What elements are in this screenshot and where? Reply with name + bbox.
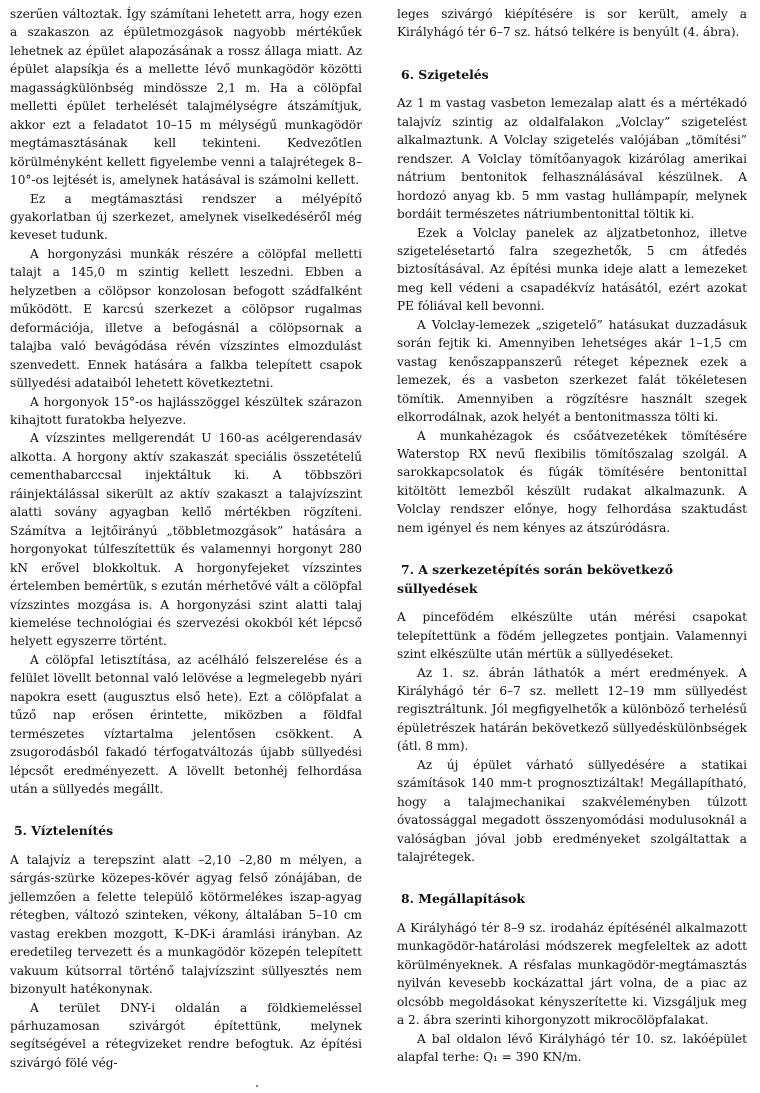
section-heading-5: 5. Víztelenítés [14,823,114,839]
paragraph: Az új épület várható süllyedésére a statikai számítások 140 mm-t prognosztizáltak! Megállapítható, hogy a talajmechanikai szakvéleményben túlzott óvatossággal megadott összenyomódási modulusoknál a valóságban jóval jobb eredményeket szolgáltattak a talajrétegek. [397,757,747,865]
paragraph: Az 1. sz. ábrán láthatók a mért eredmények. A Királyhágó tér 6–7 sz. mellett 12–19 mm süllyedést regisztráltunk. Jól megfigyelhetők a különböző terhelésű épületrészek határán bekövetkező süllyedéskülönbségek (átl. 8 mm). [397,665,747,754]
paragraph: A horgonyok 15°-os hajlásszöggel készültek szárazon kihajtott furatokba helyezve. [10,394,362,427]
paragraph: A vízszintes mellgerendát U 160-as acélgerendasáv alkotta. A horgony aktív szakaszát speciális összetételű cementhabarccsal injektáltuk ki. A többszöri ráinjektálással sikerült az aktív szakaszt a talajvízszint alatti sovány agyagban kellő mértékben rögzíteni. Számítva a lejtőirányú „többletmozgások” hatására a horgonyokat túlfeszítettük és valamennyi horgonyt 280 kN erővel blokkoltuk. A horgonyfejeket vízszintes értelemben bemértük, s ezután mérhetővé vált a cölöpfal vízszintes mozgása is. A horgonyzási szint alatti talaj kiemelése technológiai és szervezési okokból két lépcső helyett egyszerre történt. [10,431,362,649]
paragraph: A bal oldalon lévő Királyhágó tér 10. sz. lakóépület alapfal terhe: Q₁ = 390 KN/m. [397,1031,747,1065]
right-column [397,5,747,1067]
section-heading-8: 8. Megállapítások [401,891,525,907]
paragraph: leges szivárgó kiépítésére is sor került, amely a Királyhágó tér 6–7 sz. hátsó telkére is benyúlt (4. ábra). [397,7,747,40]
left-column [10,5,362,1072]
paragraph: Ez a megtámasztási rendszer a mélyépítő gyakorlatban új szerkezet, amelynek viselkedéséről még keveset tudunk. [10,191,362,243]
paragraph: A cölöpfal letisztítása, az acélháló felszerelése és a felület lövellt betonnal való lelövése a legmelegebb nyári napokra esett (augusztus első hete). Ezt a cölöpfalat a tűző nap erősen érintette, miközben a földfal természetes víztartalma jelentősen csökkent. A zsugorodásból fakadó térfogatváltozás újabb süllyedési lépcsőt eredményezett. A lövellt betonhéj felhordása után a süllyedés megállt. [10,652,362,797]
section-heading-6: 6. Szigetelés [401,66,489,82]
paragraph: A terület DNY-i oldalán a földkiemeléssel párhuzamosan szivárgót építettünk, melynek segítségével a rétegvizeket rendre befogtuk. Az építési szivárgó fölé vég- [10,1000,362,1070]
paragraph: Ezek a Volclay panelek az aljzatbetonhoz, illetve szigetelésetartó falra szegezhetők, 5 cm átfedés biztosításával. Az építési munka ideje alatt a lemezeket meg kell védeni a csapadékvíz hatásától, ezért azokat PE fóliával kell bevonni. [397,225,747,314]
paragraph: szerűen változtak. Így számítani lehetett arra, hogy ezen a szakaszon az épületmozgások nagyobb mértékűek lehetnek az épület alapozásának a rossz állaga miatt. Az épület alapsíkja és a mellette lévő munkagödör közötti magasságkülönbség mindössze 2,1 m. Ha a cölöpfal melletti épület terhelését talajmélységre átszámítjuk, akkor ezt a feladatot 10–15 m mélységű munkagödör megtámasztásának kell tekinteni. Kedvezőtlen körülményként kellett figyelembe venni a talajrétegek 8–10°-os lejtését is, amelynek hatásával is számolni kellett. [10,7,362,188]
paragraph: A Volclay-lemezek „szigetelő” hatásukat duzzadásuk során fejtik ki. Amennyiben lehetséges akár 1–1,5 cm vastag kenőszappanszerű réteget képeznek ezek a lemezek, és a vasbeton szerkezet falát tökéletesen tömítik. Amennyiben a rögzítésre használt szegek elkorrodálnak, azok helyét a bentonitmassza tölti ki. [397,317,747,425]
page-speck [256,1085,258,1087]
paragraph: A horgonyzási munkák részére a cölöpfal melletti talajt a 145,0 m szintig kellett leszedni. Ebben a helyzetben a cölöpsor konzolosan befogott szádfalként működött. E karcsú szerkezet a cölöpsor rugalmas deformációja, illetve a befogásnál a cölöpsornak a talajba való bevágódása révén vízszintes elmozdulást szenvedett. Ennek hatására a falkba telepített csapok süllyedési adataiból lehetett következtetni. [10,246,362,391]
paragraph: Az 1 m vastag vasbeton lemezalap alatt és a mértékadó talajvíz szintig az oldalfalakon „Volclay” szigetelést alkalmaztunk. A Volclay szigetelés valójában „tömítési” rendszer. A Volclay tömítőanyagok kizárólag amerikai nátrium bentonitok felhasználásával készülnek. A hordozó anyag kb. 5 mm vastag hullámpapír, melynek bordáit természetes nátriumbentonittal töltik ki. [397,96,747,222]
paragraph: A Királyhágó tér 8–9 sz. irodaház építésénél alkalmazott munkagödör-határolási módszerek megfeleltek az adott körülményeknek. A résfalas munkagödör-megtámasztás nyilván kevesebb kockázattal járt volna, de a piac az olcsóbb megoldásokat kényszerítette ki. Vizsgáljuk meg a 2. ábra szerinti kihorgonyzott mikrocölöpfalakat. [397,920,747,1028]
paragraph: A talajvíz a terepszint alatt –2,10 –2,80 m mélyen, a sárgás-szürke közepes-kövér agyag felső zónájában, de jellemzően a felette települő kötörmelékes iszap-agyag rétegben, változó szinteken, vékony, általában 5–10 cm vastag erekben mozgott, K–DK-i áramlási irányban. Az eredetileg tervezett és a munkagödör közepén telepített vakuum kútsorral történő talajvízszint süllyesztés nem bizonyult hatékonynak. [10,852,362,997]
paragraph: A munkahézagok és csőátvezetékek tömítésére Waterstop RX nevű flexibilis tömítőszalag szolgál. A sarokkapcsolatok és fúgák tömítésére bentonittal kitöltött lemezből készült rudakat alkalmazunk. A Volclay rendszer előnye, hogy felhordása szaktudást nem igényel és nem kényes az átszúródásra. [397,428,747,535]
section-heading-7: 7. A szerkezetépítés során bekövetkező süllyedések [397,562,673,596]
paragraph: A pincefödém elkészülte után mérési csapokat telepítettünk a födém jellegzetes pontjain. Valamennyi szint elkészülte után mértük a süllyedéseket. [397,610,747,662]
